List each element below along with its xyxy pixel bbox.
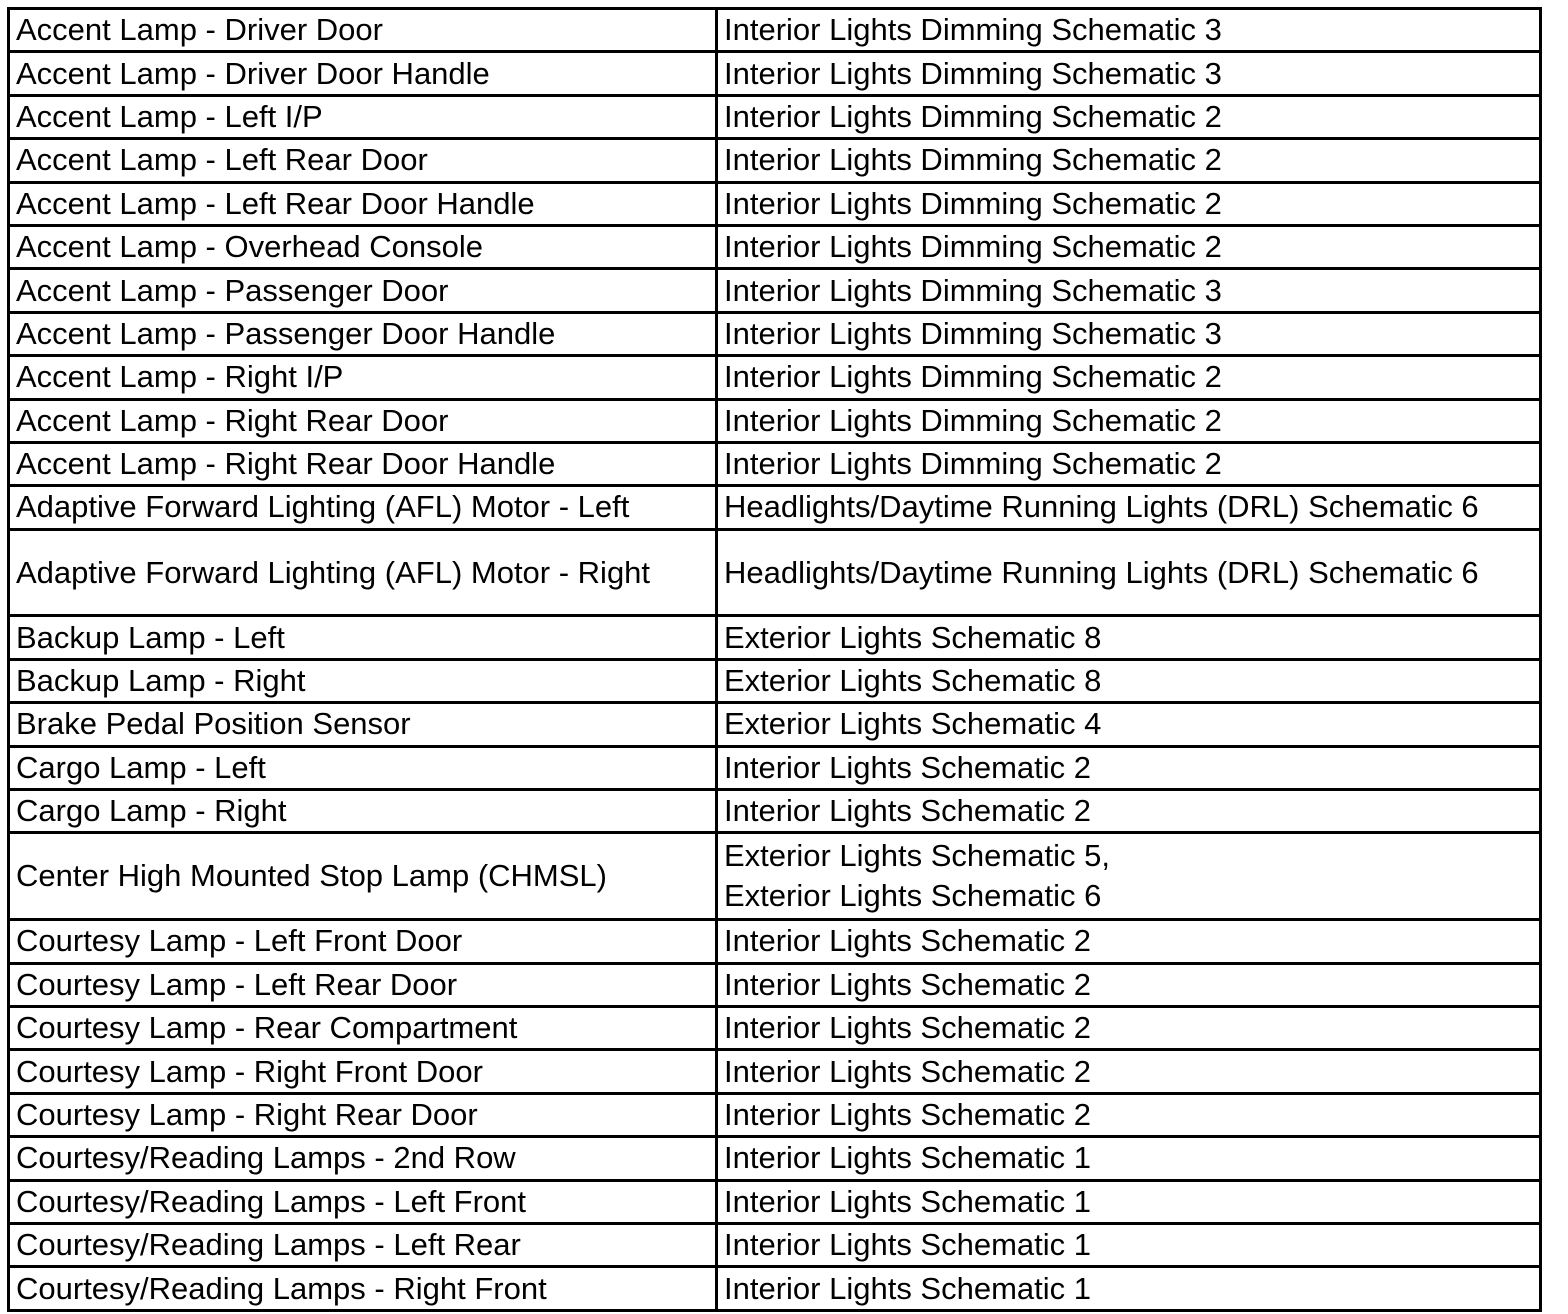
table-row xyxy=(9,442,1541,485)
table-row xyxy=(9,1267,1541,1310)
schematic-reference-cell xyxy=(717,616,1541,659)
component-name-cell: Courtesy Lamp - Right Front Door xyxy=(9,1050,717,1093)
component-name-cell: Courtesy Lamp - Rear Compartment xyxy=(9,1007,717,1050)
component-name-cell: Accent Lamp - Overhead Console xyxy=(9,225,717,268)
table-row xyxy=(9,52,1541,95)
table-row xyxy=(9,1050,1541,1093)
schematic-reference: Interior Lights Dimming Schematic 3 xyxy=(724,315,1222,351)
table-row xyxy=(9,963,1541,1006)
table-row xyxy=(9,399,1541,442)
component-name-cell: Brake Pedal Position Sensor xyxy=(9,703,717,746)
schematic-reference-cell xyxy=(717,1180,1541,1223)
component-name-cell: Adaptive Forward Lighting (AFL) Motor - Left xyxy=(9,486,717,529)
table-row xyxy=(9,659,1541,702)
component-name-cell: Cargo Lamp - Right xyxy=(9,790,717,833)
table-row xyxy=(9,1180,1541,1223)
component-name-cell: Accent Lamp - Right Rear Door Handle xyxy=(9,442,717,485)
schematic-reference-cell xyxy=(717,399,1541,442)
table-row xyxy=(9,703,1541,746)
schematic-reference: Exterior Lights Schematic 5, xyxy=(724,838,1110,874)
schematic-reference-cell xyxy=(717,1093,1541,1136)
schematic-reference-cell xyxy=(717,225,1541,268)
table-row xyxy=(9,616,1541,659)
component-name-cell: Accent Lamp - Passenger Door Handle xyxy=(9,312,717,355)
schematic-reference: Exterior Lights Schematic 8 xyxy=(724,619,1102,655)
table-row xyxy=(9,1093,1541,1136)
table-row xyxy=(9,9,1541,52)
table-row xyxy=(9,225,1541,268)
table-row xyxy=(9,790,1541,833)
component-name-cell: Courtesy Lamp - Left Rear Door xyxy=(9,963,717,1006)
table-row xyxy=(9,1137,1541,1180)
table-row xyxy=(9,486,1541,529)
component-name-cell: Accent Lamp - Right I/P xyxy=(9,356,717,399)
schematic-reference: Interior Lights Schematic 1 xyxy=(724,1227,1092,1263)
component-schematic-table xyxy=(7,7,1542,1312)
table-row xyxy=(9,312,1541,355)
component-name-cell: Adaptive Forward Lighting (AFL) Motor - Right xyxy=(9,529,717,616)
schematic-reference: Interior Lights Schematic 2 xyxy=(724,793,1092,829)
schematic-reference: Interior Lights Schematic 2 xyxy=(724,1053,1092,1089)
schematic-reference-cell xyxy=(717,1223,1541,1266)
schematic-reference-cell xyxy=(717,790,1541,833)
schematic-reference: Interior Lights Dimming Schematic 2 xyxy=(724,98,1222,134)
schematic-reference: Interior Lights Schematic 2 xyxy=(724,1010,1092,1046)
table-row xyxy=(9,746,1541,789)
table-row xyxy=(9,269,1541,312)
component-name-cell: Accent Lamp - Passenger Door xyxy=(9,269,717,312)
schematic-reference-cell xyxy=(717,182,1541,225)
component-name-cell: Courtesy/Reading Lamps - Left Rear xyxy=(9,1223,717,1266)
schematic-reference: Interior Lights Schematic 2 xyxy=(724,749,1092,785)
schematic-reference: Exterior Lights Schematic 6 xyxy=(724,878,1102,914)
component-name-cell: Courtesy/Reading Lamps - Right Front xyxy=(9,1267,717,1310)
component-name-cell: Backup Lamp - Right xyxy=(9,659,717,702)
schematic-reference: Interior Lights Dimming Schematic 2 xyxy=(724,229,1222,265)
schematic-reference-cell xyxy=(717,529,1541,616)
schematic-reference-cell xyxy=(717,356,1541,399)
component-name-cell: Backup Lamp - Left xyxy=(9,616,717,659)
schematic-reference: Headlights/Daytime Running Lights (DRL) Schematic 6 xyxy=(724,489,1479,525)
component-name-cell: Courtesy/Reading Lamps - Left Front xyxy=(9,1180,717,1223)
component-name-cell: Courtesy/Reading Lamps - 2nd Row xyxy=(9,1137,717,1180)
schematic-reference-cell xyxy=(717,1050,1541,1093)
schematic-reference-cell xyxy=(717,746,1541,789)
schematic-reference-cell xyxy=(717,269,1541,312)
table-row xyxy=(9,833,1541,920)
component-name-cell: Cargo Lamp - Left xyxy=(9,746,717,789)
table-row xyxy=(9,1223,1541,1266)
schematic-reference: Interior Lights Schematic 2 xyxy=(724,923,1092,959)
table-row xyxy=(9,139,1541,182)
schematic-reference-cell xyxy=(717,312,1541,355)
schematic-reference: Interior Lights Schematic 1 xyxy=(724,1183,1092,1219)
schematic-reference-cell xyxy=(717,52,1541,95)
table-body xyxy=(9,9,1541,1311)
component-name-cell: Accent Lamp - Right Rear Door xyxy=(9,399,717,442)
table-row xyxy=(9,920,1541,963)
schematic-reference-cell xyxy=(717,442,1541,485)
schematic-reference: Interior Lights Schematic 2 xyxy=(724,1096,1092,1132)
component-name-cell: Accent Lamp - Left Rear Door Handle xyxy=(9,182,717,225)
component-name-cell: Accent Lamp - Driver Door xyxy=(9,9,717,52)
component-name-cell: Courtesy Lamp - Left Front Door xyxy=(9,920,717,963)
component-name-cell: Accent Lamp - Left I/P xyxy=(9,95,717,138)
schematic-reference: Exterior Lights Schematic 8 xyxy=(724,663,1102,699)
component-name-cell: Center High Mounted Stop Lamp (CHMSL) xyxy=(9,833,717,920)
schematic-reference: Interior Lights Dimming Schematic 3 xyxy=(724,272,1222,308)
table-row xyxy=(9,95,1541,138)
schematic-reference-cell xyxy=(717,659,1541,702)
schematic-reference: Interior Lights Dimming Schematic 2 xyxy=(724,446,1222,482)
schematic-reference: Interior Lights Schematic 1 xyxy=(724,1270,1092,1306)
schematic-reference: Interior Lights Dimming Schematic 2 xyxy=(724,359,1222,395)
table-row xyxy=(9,356,1541,399)
schematic-reference: Exterior Lights Schematic 4 xyxy=(724,706,1102,742)
schematic-reference-cell xyxy=(717,963,1541,1006)
table-row xyxy=(9,182,1541,225)
component-name-cell: Accent Lamp - Left Rear Door xyxy=(9,139,717,182)
schematic-reference-cell xyxy=(717,95,1541,138)
schematic-reference: Interior Lights Schematic 2 xyxy=(724,966,1092,1002)
schematic-reference-cell xyxy=(717,1267,1541,1310)
schematic-reference-cell xyxy=(717,1007,1541,1050)
schematic-reference-cell xyxy=(717,920,1541,963)
schematic-reference: Interior Lights Dimming Schematic 3 xyxy=(724,12,1222,48)
schematic-reference-cell xyxy=(717,139,1541,182)
table-row xyxy=(9,529,1541,616)
schematic-reference: Interior Lights Dimming Schematic 2 xyxy=(724,142,1222,178)
schematic-reference-cell xyxy=(717,9,1541,52)
schematic-reference: Interior Lights Dimming Schematic 3 xyxy=(724,55,1222,91)
schematic-reference: Interior Lights Schematic 1 xyxy=(724,1140,1092,1176)
schematic-reference: Headlights/Daytime Running Lights (DRL) Schematic 6 xyxy=(724,554,1479,590)
schematic-reference: Interior Lights Dimming Schematic 2 xyxy=(724,402,1222,438)
component-name-cell: Courtesy Lamp - Right Rear Door xyxy=(9,1093,717,1136)
schematic-reference-cell xyxy=(717,703,1541,746)
table-row xyxy=(9,1007,1541,1050)
schematic-reference: Interior Lights Dimming Schematic 2 xyxy=(724,185,1222,221)
schematic-reference-cell xyxy=(717,833,1541,920)
component-name-cell: Accent Lamp - Driver Door Handle xyxy=(9,52,717,95)
schematic-reference-cell xyxy=(717,1137,1541,1180)
schematic-reference-cell xyxy=(717,486,1541,529)
